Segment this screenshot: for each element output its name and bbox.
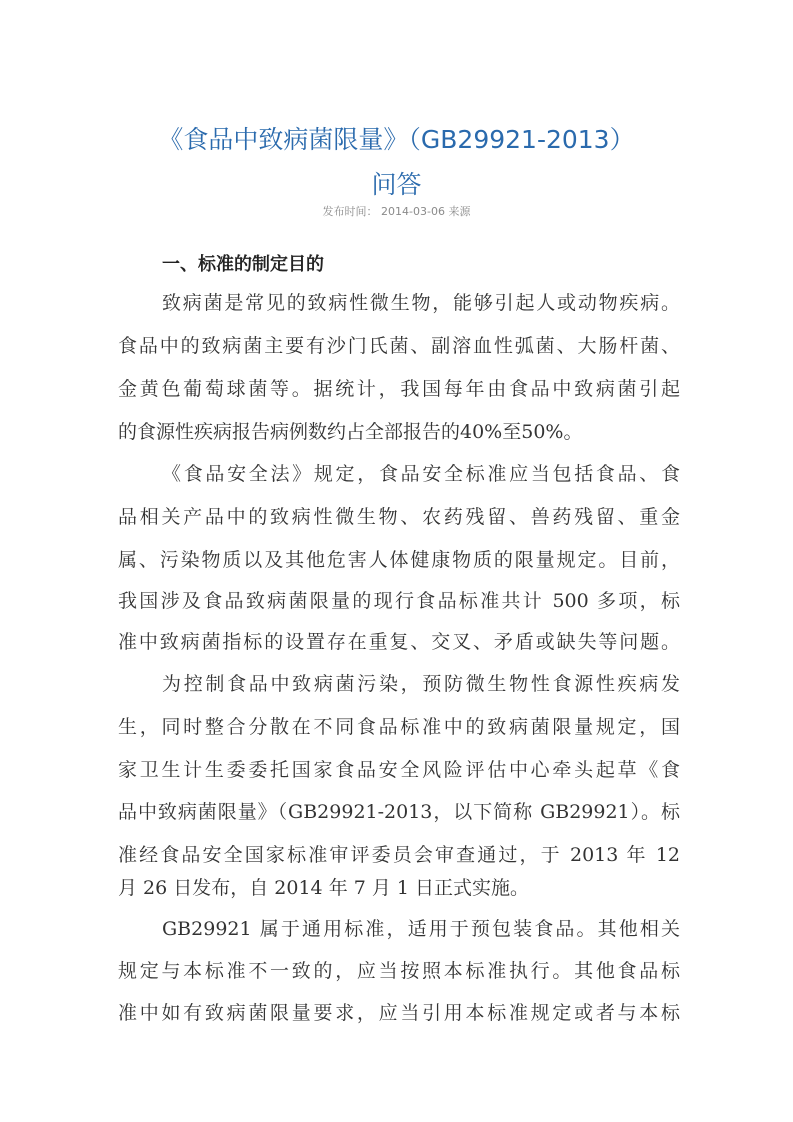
text-line: 准经食品安全国家标准审评委员会审查通过，于 2013 年 12	[118, 844, 680, 866]
text-line: 食品中的致病菌主要有沙门氏菌、副溶血性弧菌、大肠杆菌、	[118, 335, 680, 357]
section-heading: 一、标准的制定目的	[162, 254, 324, 275]
text-line: 的食源性疾病报告病例数约占全部报告的40%至50%。	[118, 421, 583, 443]
text-line: 属、污染物质以及其他危害人体健康物质的限量规定。目前，	[118, 549, 680, 571]
text-line: 品相关产品中的致病性微生物、农药残留、兽药残留、重金	[118, 506, 680, 528]
text-line: 准中致病菌指标的设置存在重复、交叉、矛盾或缺失等问题。	[118, 631, 680, 653]
text-line: GB29921 属于通用标准，适用于预包装食品。其他相关	[162, 918, 680, 940]
text-line: 我国涉及食品致病菌限量的现行食品标准共计 500 多项，标	[118, 590, 680, 612]
text-line: 生，同时整合分散在不同食品标准中的致病菌限量规定，国	[118, 716, 680, 738]
text-line: 致病菌是常见的致病性微生物，能够引起人或动物疾病。	[162, 292, 680, 314]
text-line: 准中如有致病菌限量要求，应当引用本标准规定或者与本标	[118, 1002, 680, 1024]
text-line: 金黄色葡萄球菌等。据统计，我国每年由食品中致病菌引起	[118, 378, 680, 400]
text-line: 月 26 日发布，自 2014 年 7 月 1 日正式实施。	[118, 877, 530, 899]
title-line-1: 《食品中致病菌限量》（GB29921-2013）	[158, 125, 635, 154]
text-line: 家卫生计生委委托国家食品安全风险评估中心牵头起草《食	[118, 759, 680, 781]
title-line-2: 问答	[371, 170, 422, 199]
text-line: 品中致病菌限量》（GB29921-2013，以下简称 GB29921）。标	[118, 801, 680, 823]
publish-info: 发布时间： 2014-03-06 来源	[322, 205, 471, 218]
text-line: 《食品安全法》规定，食品安全标准应当包括食品、食	[162, 463, 680, 485]
text-line: 为控制食品中致病菌污染，预防微生物性食源性疾病发	[162, 673, 680, 695]
text-line: 规定与本标准不一致的，应当按照本标准执行。其他食品标	[118, 960, 680, 982]
